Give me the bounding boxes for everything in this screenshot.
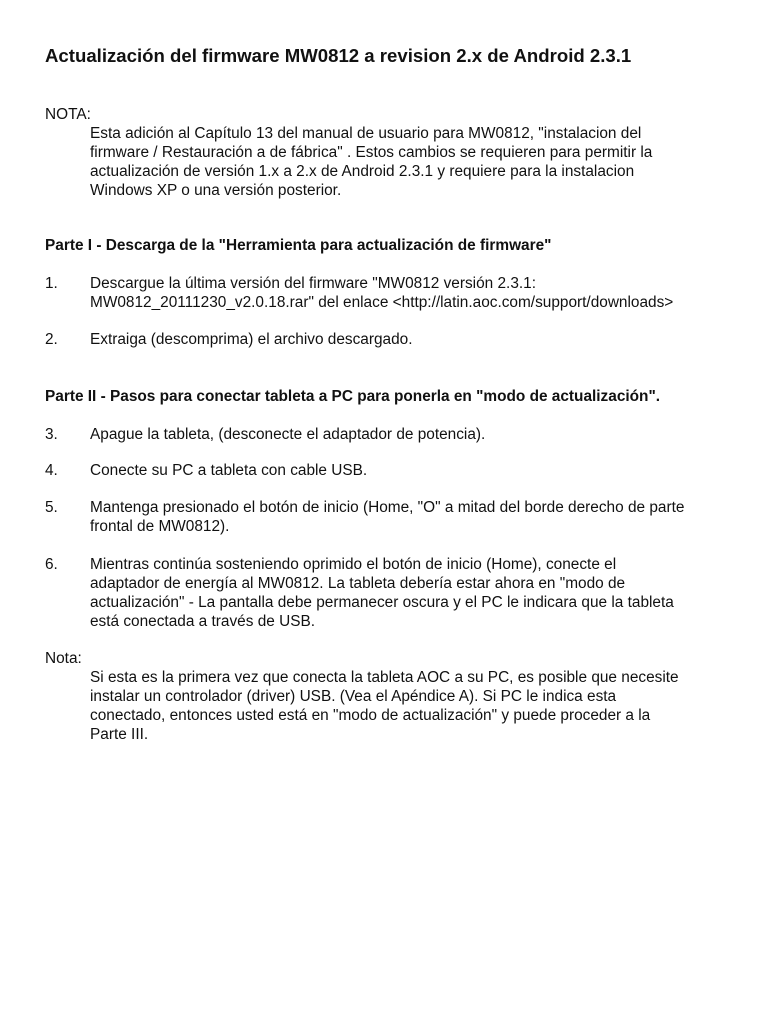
step-5-text	[90, 498, 684, 536]
part1-heading: Parte I - Descarga de la "Herramienta para actualización de firmware"	[45, 237, 552, 254]
step-number: 4.	[45, 462, 58, 479]
step-line: está conectada a través de USB.	[90, 613, 316, 630]
step-number: 1.	[45, 275, 58, 292]
step-line: frontal de MW0812).	[90, 518, 230, 535]
step-1-text	[90, 274, 673, 312]
note2-line: Parte III.	[90, 726, 149, 743]
step-line: Mientras continúa sosteniendo oprimido el botón de inicio (Home), conecte el	[90, 556, 617, 573]
step-line: MW0812_20111230_v2.0.18.rar" del enlace <http://latin.aoc.com/support/downloads>	[90, 294, 674, 311]
step-3-text	[90, 425, 485, 444]
step-2-text	[90, 330, 413, 349]
step-line: adaptador de energía al MW0812. La tableta debería estar ahora en "modo de	[90, 575, 626, 592]
note2-line: conectado, entonces usted está en "modo de actualización" y puede proceder a la	[90, 707, 651, 724]
note2-paragraph	[90, 668, 679, 744]
step-number: 2.	[45, 331, 58, 348]
nota-line: Esta adición al Capítulo 13 del manual de usuario para MW0812, "instalacion del	[90, 125, 642, 142]
document-title: Actualización del firmware MW0812 a revision 2.x de Android 2.3.1	[45, 45, 632, 66]
step-number: 5.	[45, 499, 58, 516]
step-number: 6.	[45, 556, 58, 573]
step-line: Descargue la última versión del firmware "MW0812 versión 2.3.1:	[90, 275, 536, 292]
nota-line: Windows XP o una versión posterior.	[90, 182, 342, 199]
nota-line: firmware / Restauración a de fábrica" . Estos cambios se requieren para permitir la	[90, 144, 653, 161]
nota-paragraph	[90, 124, 652, 200]
step-line: Apague la tableta, (desconecte el adaptador de potencia).	[90, 426, 486, 443]
step-line: actualización" - La pantalla debe permanecer oscura y el PC le indicara que la tableta	[90, 594, 674, 611]
step-line: Conecte su PC a tableta con cable USB.	[90, 462, 368, 479]
note2-label: Nota:	[45, 650, 82, 667]
step-4-text	[90, 461, 367, 480]
nota-label: NOTA:	[45, 106, 91, 123]
note2-line: Si esta es la primera vez que conecta la tableta AOC a su PC, es posible que necesite	[90, 669, 679, 686]
step-line: Mantenga presionado el botón de inicio (Home, "O" a mitad del borde derecho de parte	[90, 499, 685, 516]
step-number: 3.	[45, 426, 58, 443]
part2-heading: Parte II - Pasos para conectar tableta a PC para ponerla en "modo de actualización".	[45, 388, 661, 405]
nota-line: actualización de versión 1.x a 2.x de Android 2.3.1 y requiere para la instalacion	[90, 163, 635, 180]
note2-line: instalar un controlador (driver) USB. (Vea el Apéndice A). Si PC le indica esta	[90, 688, 617, 705]
step-6-text	[90, 555, 674, 631]
step-line: Extraiga (descomprima) el archivo descargado.	[90, 331, 413, 348]
